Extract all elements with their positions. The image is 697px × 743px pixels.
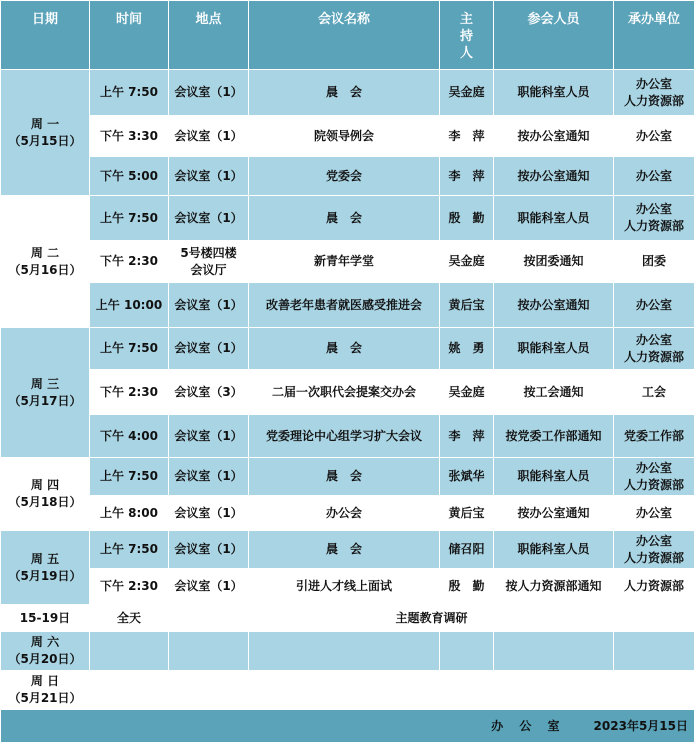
host-cell: 吴金庭: [440, 241, 494, 283]
schedule-row: [1, 415, 695, 458]
empty-cell: [614, 671, 695, 710]
meeting-name-cell: 二届一次职代会提案交办会: [249, 370, 440, 415]
schedule-row: [1, 569, 695, 605]
host-cell: 殷 勤: [440, 196, 494, 241]
attendees-cell: 按办公室通知: [494, 283, 614, 328]
day-cell: [1, 328, 90, 458]
time-cell: 下午 2:30: [90, 370, 169, 415]
day-name: 周 二: [30, 245, 60, 260]
place-cell: 5号楼四楼 会议厅: [169, 241, 249, 283]
time-cell: 上午 7:50: [90, 328, 169, 370]
place-cell: 会议室（1）: [169, 196, 249, 241]
weekend-row: [1, 671, 695, 710]
empty-cell: [169, 632, 249, 671]
day-date: （5月19日）: [8, 568, 82, 583]
time-cell: 下午 2:30: [90, 241, 169, 283]
time-cell: 上午 7:50: [90, 458, 169, 496]
organizer-cell: 办公室 人力资源部: [614, 531, 695, 569]
schedule-row: [1, 116, 695, 157]
day-cell: [1, 531, 90, 605]
organizer-cell: 办公室: [614, 283, 695, 328]
host-cell: 黄后宝: [440, 283, 494, 328]
schedule-row: [1, 70, 695, 116]
time-cell: 下午 4:00: [90, 415, 169, 458]
empty-cell: [90, 632, 169, 671]
organizer-cell: 工会: [614, 370, 695, 415]
day-date: （5月18日）: [8, 495, 82, 509]
meeting-name-cell: 院领导例会: [249, 116, 440, 157]
day-date: （5月17日）: [8, 393, 82, 408]
day-cell: [1, 458, 90, 531]
day-date: （5月20日）: [8, 652, 82, 666]
attendees-cell: 职能科室人员: [494, 458, 614, 496]
time-cell: 下午 5:00: [90, 157, 169, 196]
schedule-row: [1, 531, 695, 569]
empty-cell: [440, 671, 494, 710]
meeting-name-cell: 晨 会: [249, 458, 440, 496]
place-cell: 会议室（3）: [169, 370, 249, 415]
header-organizer: 承办单位: [614, 1, 695, 70]
host-cell: 李 萍: [440, 116, 494, 157]
day-cell: [1, 70, 90, 196]
time-cell: 上午 7:50: [90, 531, 169, 569]
day-name: 周 五: [30, 551, 60, 566]
special-event-cell: 主题教育调研: [169, 605, 695, 632]
place-cell: 会议室（1）: [169, 116, 249, 157]
meeting-name-cell: 晨 会: [249, 196, 440, 241]
day-name: 周 三: [30, 376, 60, 391]
day-date: （5月16日）: [8, 262, 82, 277]
host-cell: 李 萍: [440, 157, 494, 196]
place-cell: 会议室（1）: [169, 458, 249, 496]
meeting-name-cell: 引进人才线上面试: [249, 569, 440, 605]
attendees-cell: 职能科室人员: [494, 531, 614, 569]
schedule-row: [1, 328, 695, 370]
organizer-cell: 办公室: [614, 157, 695, 196]
meeting-name-cell: 党委理论中心组学习扩大会议: [249, 415, 440, 458]
place-cell: 会议室（1）: [169, 157, 249, 196]
empty-cell: [169, 671, 249, 710]
meeting-name-cell: 晨 会: [249, 531, 440, 569]
schedule-row: [1, 370, 695, 415]
organizer-cell: 办公室: [614, 496, 695, 531]
meeting-name-cell: 新青年学堂: [249, 241, 440, 283]
empty-cell: [614, 632, 695, 671]
meeting-name-cell: 办公会: [249, 496, 440, 531]
host-cell: 李 萍: [440, 415, 494, 458]
host-cell: 张斌华: [440, 458, 494, 496]
time-cell: 下午 2:30: [90, 569, 169, 605]
organizer-cell: 党委工作部: [614, 415, 695, 458]
place-cell: 会议室（1）: [169, 496, 249, 531]
header-row: [1, 1, 695, 70]
empty-cell: [90, 671, 169, 710]
organizer-cell: 办公室 人力资源部: [614, 196, 695, 241]
header-time: 时间: [90, 1, 169, 70]
attendees-cell: 职能科室人员: [494, 196, 614, 241]
attendees-cell: 职能科室人员: [494, 70, 614, 116]
special-row: [1, 605, 695, 632]
footer-issuer: 办 公 室: [491, 718, 566, 733]
attendees-cell: 按工会通知: [494, 370, 614, 415]
header-host: 主持人: [440, 1, 494, 70]
host-cell: 吴金庭: [440, 70, 494, 116]
day-name: 周 一: [30, 116, 60, 131]
schedule-row: [1, 458, 695, 496]
host-cell: 黄后宝: [440, 496, 494, 531]
weekend-row: [1, 632, 695, 671]
empty-cell: [440, 632, 494, 671]
place-cell: 会议室（1）: [169, 70, 249, 116]
time-cell: 上午 7:50: [90, 196, 169, 241]
empty-cell: [249, 632, 440, 671]
attendees-cell: 职能科室人员: [494, 328, 614, 370]
organizer-cell: 办公室 人力资源部: [614, 328, 695, 370]
meeting-name-cell: 晨 会: [249, 70, 440, 116]
day-cell: [1, 632, 90, 671]
day-name: 周 四: [30, 478, 60, 492]
special-time-cell: 全天: [90, 605, 169, 632]
footer-date: 2023年5月15日: [593, 718, 688, 733]
attendees-cell: 按办公室通知: [494, 496, 614, 531]
organizer-cell: 办公室: [614, 116, 695, 157]
day-name: 周 六: [30, 635, 60, 649]
header-date: 日期: [1, 1, 90, 70]
schedule-row: [1, 196, 695, 241]
place-cell: 会议室（1）: [169, 569, 249, 605]
attendees-cell: 按党委工作部通知: [494, 415, 614, 458]
time-cell: 上午 7:50: [90, 70, 169, 116]
empty-cell: [494, 671, 614, 710]
meeting-name-cell: 晨 会: [249, 328, 440, 370]
special-range-cell: 15-19日: [1, 605, 90, 632]
header-meeting-name: 会议名称: [249, 1, 440, 70]
host-cell: 吴金庭: [440, 370, 494, 415]
organizer-cell: 办公室 人力资源部: [614, 70, 695, 116]
header-place: 地点: [169, 1, 249, 70]
empty-cell: [249, 671, 440, 710]
time-cell: 下午 3:30: [90, 116, 169, 157]
day-date: （5月15日）: [8, 133, 82, 148]
place-cell: 会议室（1）: [169, 531, 249, 569]
host-cell: 储召阳: [440, 531, 494, 569]
attendees-cell: 按团委通知: [494, 241, 614, 283]
empty-cell: [494, 632, 614, 671]
day-date: （5月21日）: [8, 691, 82, 705]
attendees-cell: 按人力资源部通知: [494, 569, 614, 605]
schedule-row: [1, 241, 695, 283]
schedule-row: [1, 496, 695, 531]
day-cell: [1, 671, 90, 710]
attendees-cell: 按办公室通知: [494, 116, 614, 157]
schedule-row: [1, 283, 695, 328]
organizer-cell: 办公室 人力资源部: [614, 458, 695, 496]
day-name: 周 日: [30, 674, 60, 688]
host-cell: 姚 勇: [440, 328, 494, 370]
schedule-row: [1, 157, 695, 196]
host-cell: 殷 勤: [440, 569, 494, 605]
day-cell: [1, 196, 90, 328]
attendees-cell: 按办公室通知: [494, 157, 614, 196]
time-cell: 上午 10:00: [90, 283, 169, 328]
time-cell: 上午 8:00: [90, 496, 169, 531]
meeting-name-cell: 党委会: [249, 157, 440, 196]
place-cell: 会议室（1）: [169, 328, 249, 370]
organizer-cell: 团委: [614, 241, 695, 283]
organizer-cell: 人力资源部: [614, 569, 695, 605]
header-attendees: 参会人员: [494, 1, 614, 70]
place-cell: 会议室（1）: [169, 283, 249, 328]
meeting-name-cell: 改善老年患者就医感受推进会: [249, 283, 440, 328]
place-cell: 会议室（1）: [169, 415, 249, 458]
